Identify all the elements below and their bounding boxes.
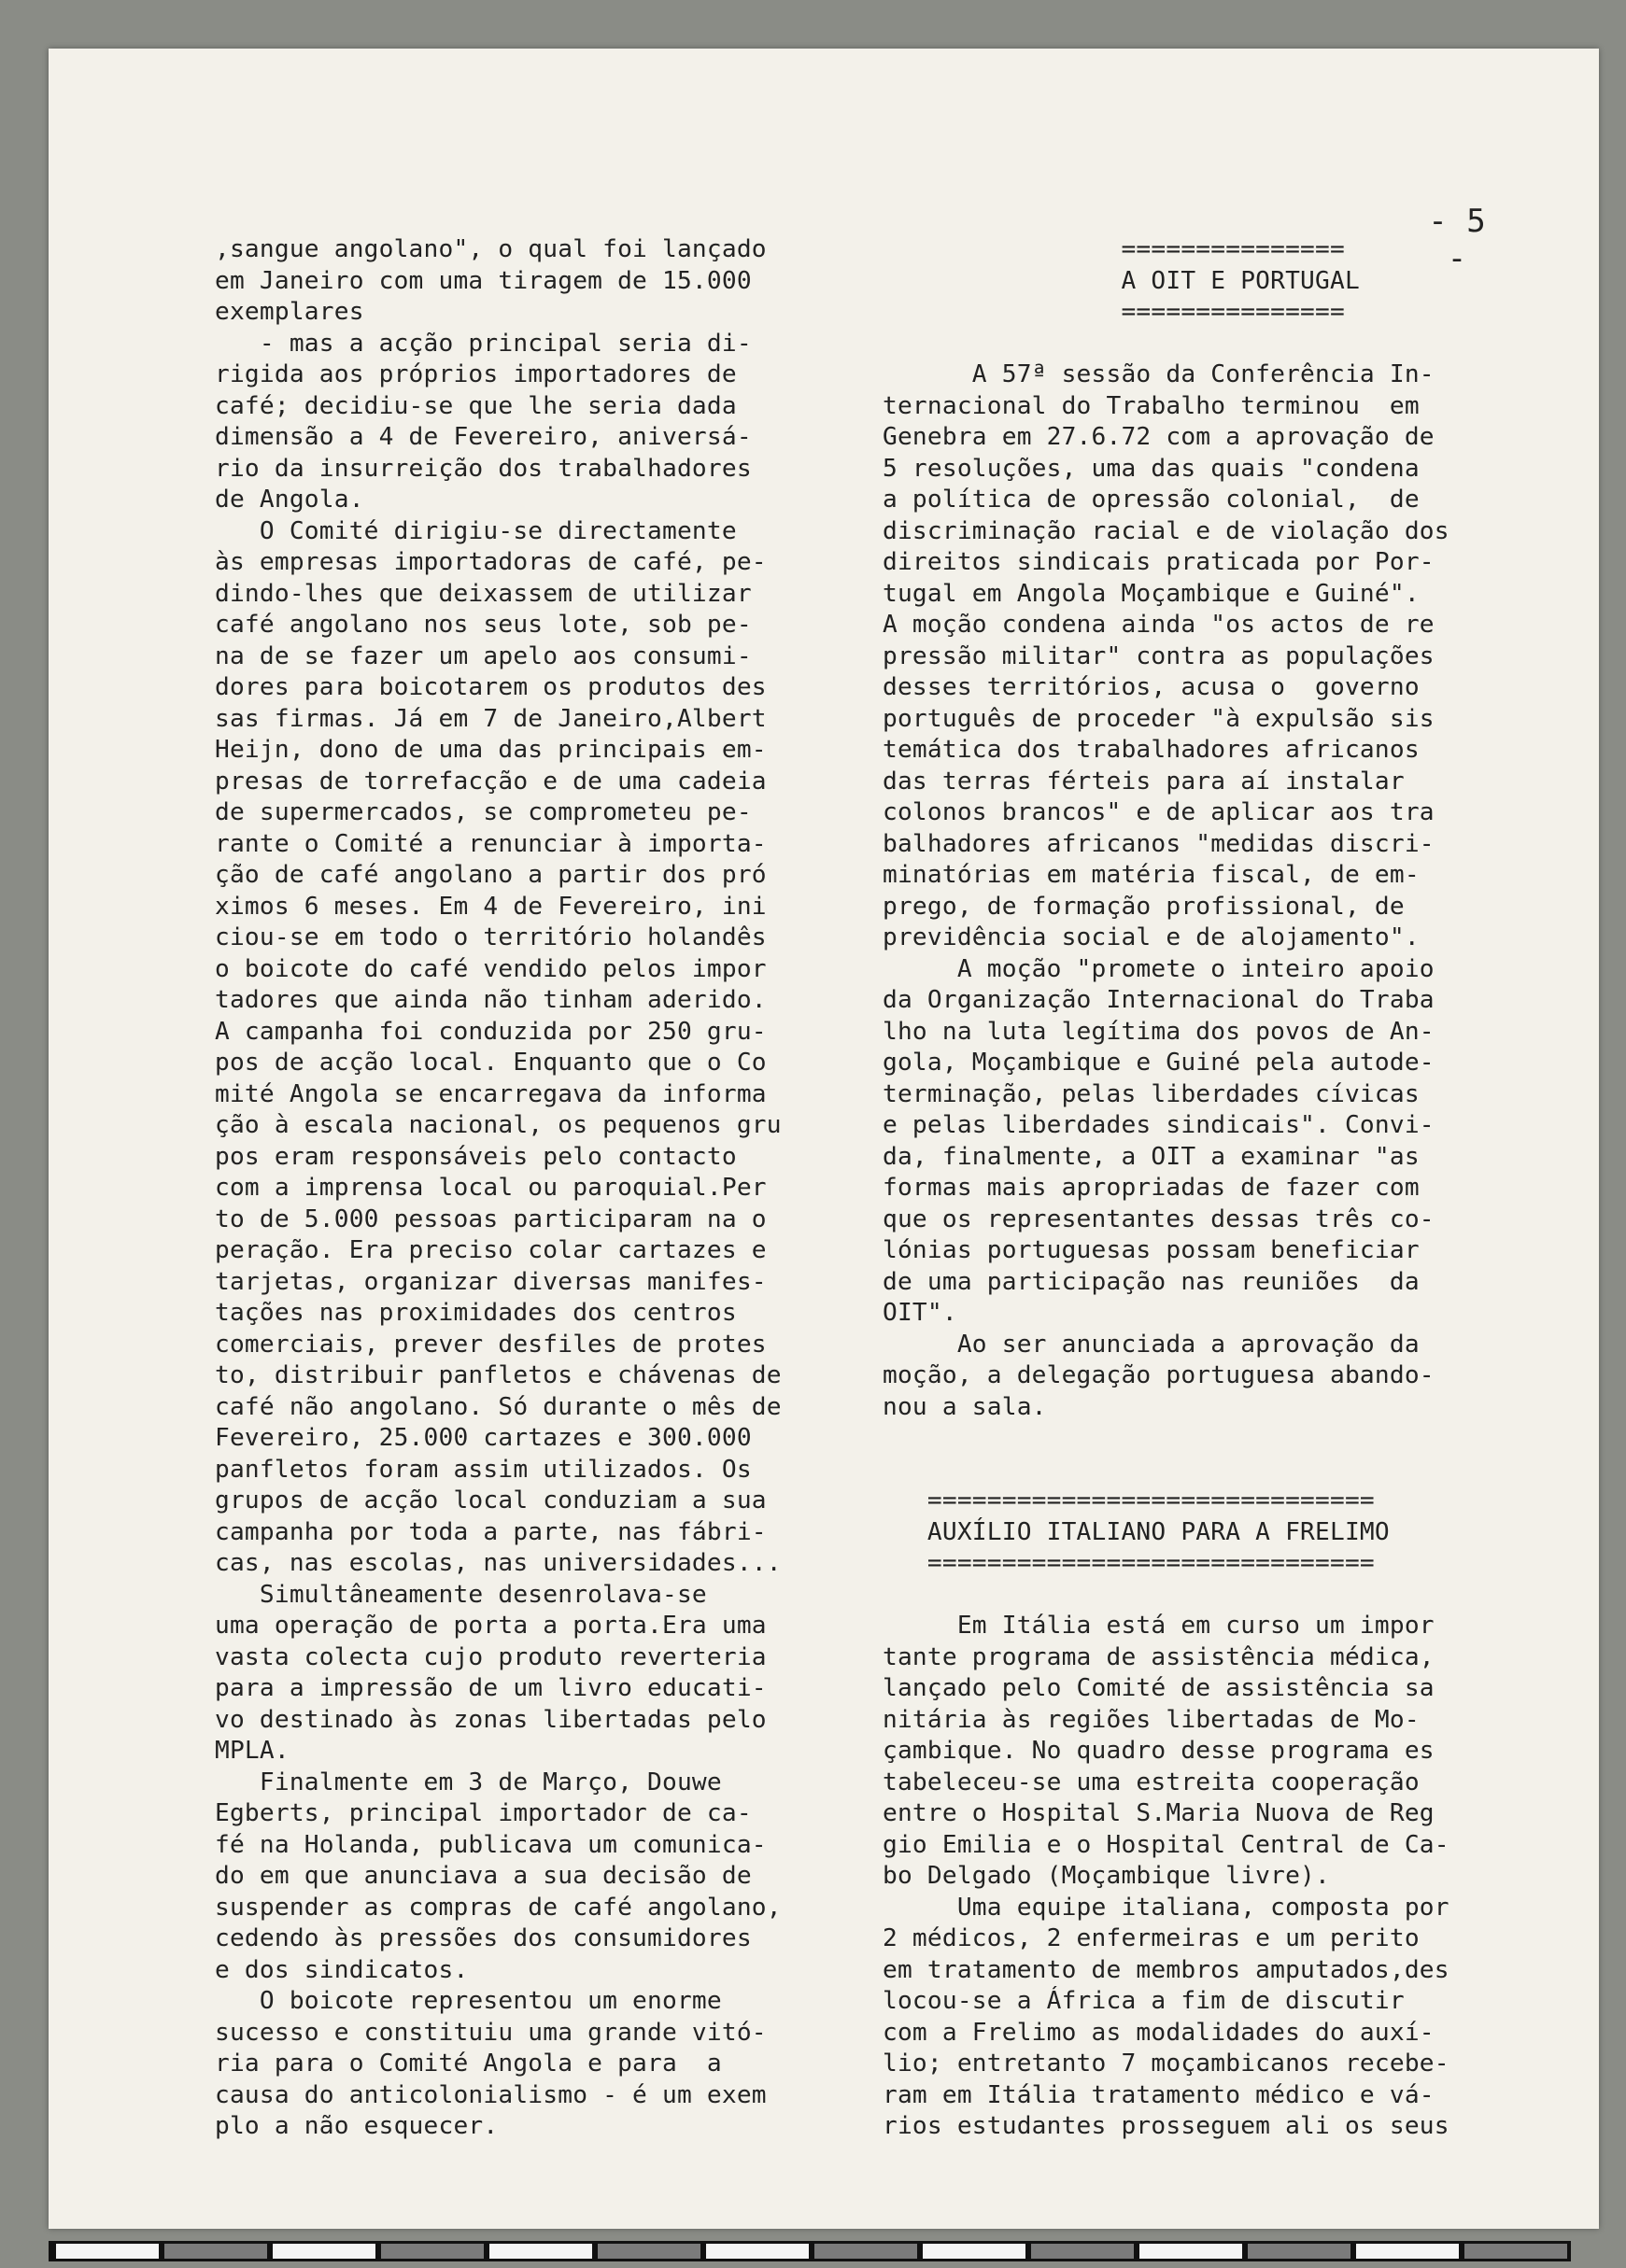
right-column-line: com a Frelimo as modalidades do auxí-	[883, 2018, 1435, 2047]
left-column-line: campanha por toda a parte, nas fábri-	[215, 1517, 767, 1546]
ruler-segment	[381, 2244, 484, 2259]
right-column-line: temática dos trabalhadores africanos	[883, 736, 1420, 764]
right-column-line: locou-se a África a fim de discutir	[883, 1987, 1405, 2015]
ruler-segment	[814, 2244, 917, 2259]
right-column-line: e pelas liberdades sindicais". Convi-	[883, 1111, 1435, 1139]
right-column-line: das terras férteis para aí instalar	[883, 767, 1405, 796]
right-column	[883, 234, 1513, 2143]
left-column-line: Heijn, dono de uma das principais em-	[215, 736, 767, 764]
right-column-line: A moção "promete o inteiro apoio	[883, 954, 1435, 983]
right-column-line: A OIT E PORTUGAL	[883, 266, 1360, 295]
right-column-line: OIT".	[883, 1299, 957, 1327]
ruler-segment	[598, 2244, 700, 2259]
left-column-line: - mas a acção principal seria di-	[215, 329, 752, 358]
left-column-line: às empresas importadoras de café, pe-	[215, 548, 767, 576]
left-column-line: fé na Holanda, publicava um comunica-	[215, 1830, 767, 1859]
right-column-line: nitária às regiões libertadas de Mo-	[883, 1705, 1420, 1734]
right-column-line: ===============	[883, 235, 1345, 263]
left-column-line: dores para boicotarem os produtos des	[215, 673, 767, 701]
left-column-line: exemplares	[215, 298, 364, 326]
ruler-segment	[706, 2244, 809, 2259]
right-column-line: 5 resoluções, uma das quais "condena	[883, 454, 1420, 483]
left-column-line: vo destinado às zonas libertadas pelo	[215, 1705, 767, 1734]
right-column-line: entre o Hospital S.Maria Nuova de Reg	[883, 1799, 1435, 1827]
left-column-line: pos de acção local. Enquanto que o Co	[215, 1049, 767, 1077]
right-column-line: direitos sindicais praticada por Por-	[883, 548, 1435, 576]
left-column-line: to, distribuir panfletos e chávenas de	[215, 1361, 782, 1389]
right-column-line: de uma participação nas reuniões da	[883, 1267, 1420, 1296]
left-column-line: Egberts, principal importador de ca-	[215, 1799, 752, 1827]
page-number: - 5 -	[1428, 203, 1486, 277]
right-column-line: rios estudantes prosseguem ali os seus	[883, 2112, 1449, 2140]
left-column-line: café angolano nos seus lote, sob pe-	[215, 611, 752, 639]
left-column-line: O Comité dirigiu-se directamente	[215, 516, 737, 545]
ruler-segment	[164, 2244, 267, 2259]
left-column-line: suspender as compras de café angolano,	[215, 1893, 782, 1922]
left-column-line: o boicote do café vendido pelos impor	[215, 954, 767, 983]
right-column-line: A moção condena ainda "os actos de re	[883, 611, 1435, 639]
right-column-line	[883, 1455, 1513, 1486]
left-column-line: de supermercados, se comprometeu pe-	[215, 798, 752, 826]
right-column-line: que os representantes dessas três co-	[883, 1204, 1435, 1233]
left-column-line: mité Angola se encarregava da informa	[215, 1079, 767, 1108]
right-column-line: Ao ser anunciada a aprovação da	[883, 1330, 1420, 1359]
right-column-line: desses territórios, acusa o governo	[883, 673, 1420, 701]
right-column-line: balhadores africanos "medidas discri-	[883, 829, 1435, 858]
left-column-line: Simultâneamente desenrolava-se	[215, 1580, 707, 1609]
right-column-line: A 57ª sessão da Conferência In-	[883, 360, 1435, 388]
right-column-line: nou a sala.	[883, 1392, 1047, 1421]
right-column-line: pressão militar" contra as populações	[883, 641, 1435, 670]
right-column-line	[883, 1580, 1513, 1612]
right-column-line: discriminação racial e de violação dos	[883, 516, 1449, 545]
ruler-segment	[1464, 2244, 1567, 2259]
left-column-line: O boicote representou um enorme	[215, 1987, 722, 2015]
right-column-line: lónias portuguesas possam beneficiar	[883, 1236, 1420, 1264]
left-column-line: to de 5.000 pessoas participaram na o	[215, 1204, 767, 1233]
left-column-line: rante o Comité a renunciar à importa-	[215, 829, 767, 858]
right-column-line	[883, 329, 1513, 360]
right-column-line: lio; entretanto 7 moçambicanos recebe-	[883, 2050, 1449, 2078]
right-column-line: bo Delgado (Moçambique livre).	[883, 1862, 1330, 1890]
left-column-line: ção de café angolano a partir dos pró	[215, 861, 767, 889]
ruler-segment	[273, 2244, 375, 2259]
left-column-line: dimensão a 4 de Fevereiro, aniversá-	[215, 423, 752, 451]
left-column-line: para a impressão de um livro educati-	[215, 1674, 767, 1702]
left-column-line: tarjetas, organizar diversas manifes-	[215, 1267, 767, 1296]
ruler-segment	[923, 2244, 1025, 2259]
right-column-line: prego, de formação profissional, de	[883, 892, 1405, 921]
scale-ruler	[49, 2241, 1571, 2261]
left-column-line: presas de torrefacção e de uma cadeia	[215, 767, 767, 796]
left-column-line: ção à escala nacional, os pequenos gru	[215, 1111, 782, 1139]
left-column-line: tações nas proximidades dos centros	[215, 1299, 737, 1327]
left-column-line: ria para o Comité Angola e para a	[215, 2050, 722, 2078]
left-column-line: tadores que ainda não tinham aderido.	[215, 986, 767, 1014]
right-column-line: gola, Moçambique e Guiné pela autode-	[883, 1049, 1435, 1077]
right-column-line: em tratamento de membros amputados,des	[883, 1955, 1449, 1984]
document-page	[49, 49, 1599, 2229]
right-column-line: AUXÍLIO ITALIANO PARA A FRELIMO	[883, 1517, 1390, 1546]
left-column-line: Finalmente em 3 de Março, Douwe	[215, 1768, 722, 1796]
right-column-line: Uma equipe italiana, composta por	[883, 1893, 1449, 1922]
right-column-line: minatórias em matéria fiscal, de em-	[883, 861, 1420, 889]
left-column-line: panfletos foram assim utilizados. Os	[215, 1455, 752, 1484]
left-column-line: causa do anticolonialismo - é um exem	[215, 2080, 767, 2109]
left-column-line: peração. Era preciso colar cartazes e	[215, 1236, 767, 1264]
left-column-line: rigida aos próprios importadores de	[215, 360, 737, 388]
left-column-line: dindo-lhes que deixassem de utilizar	[215, 579, 752, 608]
left-column-line: do em que anunciava a sua decisão de	[215, 1862, 752, 1890]
ruler-segment	[1139, 2244, 1242, 2259]
right-column-line: tabeleceu-se uma estreita cooperação	[883, 1768, 1420, 1796]
left-column-line: Fevereiro, 25.000 cartazes e 300.000	[215, 1424, 752, 1452]
right-column-line: ram em Itália tratamento médico e vá-	[883, 2080, 1435, 2109]
left-column-line: sas firmas. Já em 7 de Janeiro,Albert	[215, 704, 767, 733]
ruler-segment	[1248, 2244, 1350, 2259]
right-column-line: ==============================	[883, 1549, 1375, 1577]
left-column-line: cedendo às pressões dos consumidores	[215, 1924, 752, 1952]
right-column-line: da, finalmente, a OIT a examinar "as	[883, 1142, 1420, 1171]
right-column-line: a política de opressão colonial, de	[883, 486, 1420, 514]
right-column-line: moção, a delegação portuguesa abando-	[883, 1361, 1435, 1389]
left-column-line: ciou-se em todo o território holandês	[215, 923, 767, 951]
right-column-line: ===============	[883, 298, 1345, 326]
left-column-line: café não angolano. Só durante o mês de	[215, 1392, 782, 1421]
right-column-line: previdência social e de alojamento".	[883, 923, 1420, 951]
left-column-line: café; decidiu-se que lhe seria dada	[215, 391, 737, 420]
left-column-line: ximos 6 meses. Em 4 de Fevereiro, ini	[215, 892, 767, 921]
left-column-line: em Janeiro com uma tiragem de 15.000	[215, 266, 752, 295]
left-column-line: comerciais, prever desfiles de protes	[215, 1330, 767, 1359]
left-column-line: ,sangue angolano", o qual foi lançado	[215, 235, 767, 263]
right-column-line: 2 médicos, 2 enfermeiras e um perito	[883, 1924, 1420, 1952]
left-column-line: plo a não esquecer.	[215, 2112, 499, 2140]
left-column-line: na de se fazer um apelo aos consumi-	[215, 641, 752, 670]
left-column-line: de Angola.	[215, 486, 364, 514]
right-column-line: tugal em Angola Moçambique e Guiné".	[883, 579, 1420, 608]
ruler-segment	[1356, 2244, 1459, 2259]
right-column-line: tante programa de assistência médica,	[883, 1642, 1435, 1671]
left-column-line: vasta colecta cujo produto reverteria	[215, 1642, 767, 1671]
left-column-line: e dos sindicatos.	[215, 1955, 469, 1984]
right-column-line: ternacional do Trabalho terminou em	[883, 391, 1420, 420]
right-column-line: gio Emilia e o Hospital Central de Ca-	[883, 1830, 1449, 1859]
right-column-line: da Organização Internacional do Traba	[883, 986, 1435, 1014]
right-column-line: ==============================	[883, 1486, 1375, 1514]
left-column-line: cas, nas escolas, nas universidades...	[215, 1549, 782, 1577]
left-column	[215, 234, 859, 2143]
ruler-segment	[56, 2244, 159, 2259]
left-column-line: grupos de acção local conduziam a sua	[215, 1486, 767, 1514]
right-column-line: Em Itália está em curso um impor	[883, 1612, 1435, 1640]
right-column-line: lançado pelo Comité de assistência sa	[883, 1674, 1435, 1702]
left-column-line: MPLA.	[215, 1737, 290, 1765]
right-column-line: português de proceder "à expulsão sis	[883, 704, 1435, 733]
right-column-line: çambique. No quadro desse programa es	[883, 1737, 1435, 1765]
right-column-line: formas mais apropriadas de fazer com	[883, 1174, 1420, 1202]
right-column-line: terminação, pelas liberdades cívicas	[883, 1079, 1420, 1108]
right-column-line: Genebra em 27.6.72 com a aprovação de	[883, 423, 1435, 451]
left-column-line: A campanha foi conduzida por 250 gru-	[215, 1017, 767, 1046]
right-column-line	[883, 1423, 1513, 1455]
right-column-line: lho na luta legítima dos povos de An-	[883, 1017, 1435, 1046]
right-column-line: colonos brancos" e de aplicar aos tra	[883, 798, 1435, 826]
ruler-segment	[489, 2244, 592, 2259]
left-column-line: com a imprensa local ou paroquial.Per	[215, 1174, 767, 1202]
left-column-line: pos eram responsáveis pelo contacto	[215, 1142, 737, 1171]
left-column-line: rio da insurreição dos trabalhadores	[215, 454, 752, 483]
left-column-line: uma operação de porta a porta.Era uma	[215, 1612, 767, 1640]
ruler-segment	[1031, 2244, 1134, 2259]
left-column-line: sucesso e constituiu uma grande vitó-	[215, 2018, 767, 2047]
